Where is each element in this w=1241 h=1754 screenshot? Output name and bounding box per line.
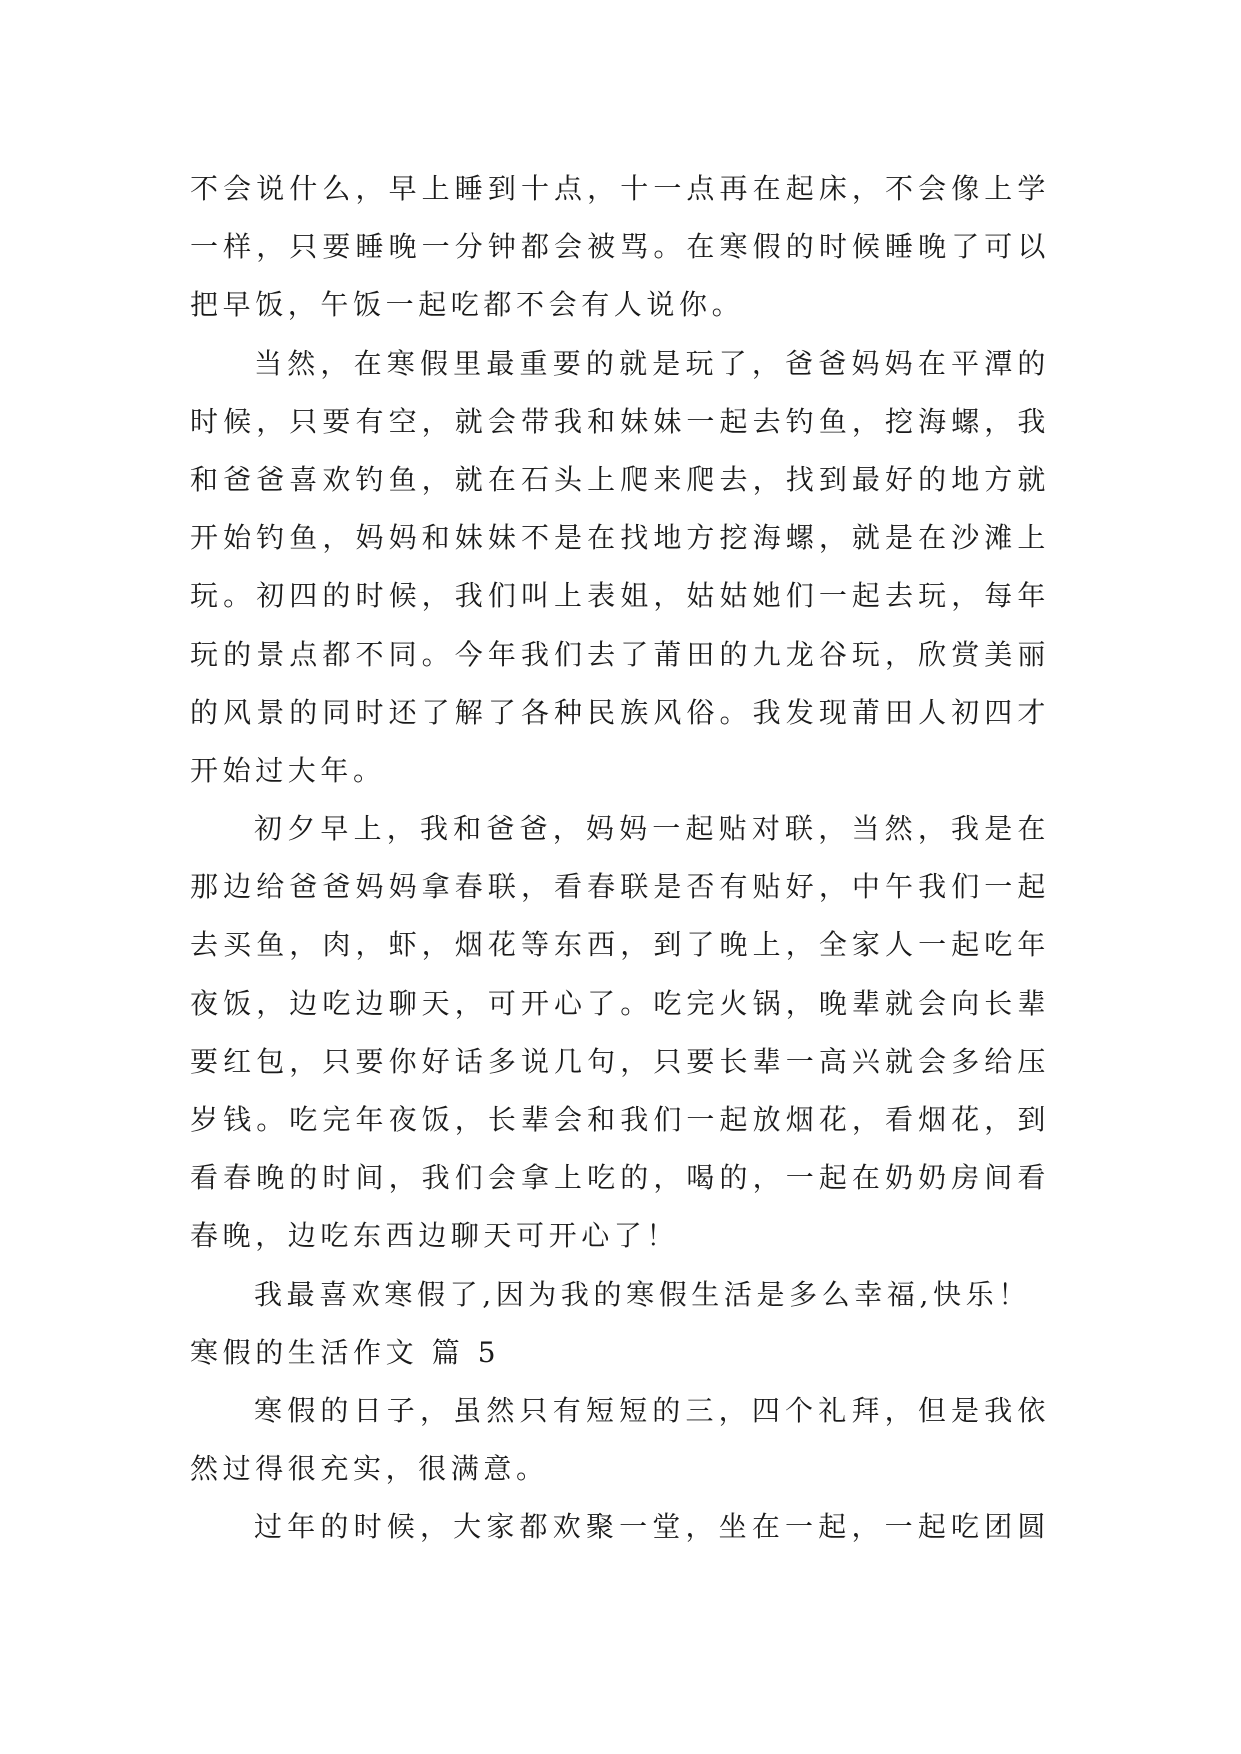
text-line: 寒假的日子，虽然只有短短的三，四个礼拜，但是我依 — [254, 1393, 1050, 1427]
text-line: 我最喜欢寒假了,因为我的寒假生活是多么幸福,快乐！ — [254, 1277, 1031, 1311]
text-line: 过年的时候，大家都欢聚一堂，坐在一起，一起吃团圆 — [254, 1510, 1050, 1544]
text-line: 春晚，边吃东西边聊天可开心了！ — [190, 1219, 680, 1253]
text-line: 玩。初四的时候，我们叫上表姐，姑姑她们一起去玩，每年 — [190, 579, 1050, 613]
text-line: 夜饭，边吃边聊天，可开心了。吃完火锅，晚辈就会向长辈 — [190, 986, 1050, 1020]
text-line: 要红包，只要你好话多说几句，只要长辈一高兴就会多给压 — [190, 1044, 1050, 1078]
text-line: 当然，在寒假里最重要的就是玩了，爸爸妈妈在平潭的 — [254, 346, 1050, 380]
text-line: 然过得很充实，很满意。 — [190, 1452, 549, 1486]
body-text — [190, 160, 1050, 1557]
text-line: 初夕早上，我和爸爸，妈妈一起贴对联，当然，我是在 — [254, 812, 1050, 846]
text-line: 一样，只要睡晚一分钟都会被骂。在寒假的时候睡晚了可以 — [190, 230, 1050, 264]
text-line: 去买鱼，肉，虾，烟花等东西，到了晚上，全家人一起吃年 — [190, 928, 1050, 962]
text-line: 岁钱。吃完年夜饭，长辈会和我们一起放烟花，看烟花，到 — [190, 1103, 1050, 1136]
text-line: 开始钓鱼，妈妈和妹妹不是在找地方挖海螺，就是在沙滩上 — [190, 521, 1050, 555]
text-line: 看春晚的时间，我们会拿上吃的，喝的，一起在奶奶房间看 — [190, 1161, 1050, 1195]
section-heading: 寒假的生活作文 篇 5 — [190, 1335, 501, 1369]
text-line: 把早饭，午饭一起吃都不会有人说你。 — [190, 288, 745, 322]
text-line: 开始过大年。 — [190, 753, 386, 787]
text-line: 不会说什么，早上睡到十点，十一点再在起床，不会像上学 — [190, 172, 1050, 205]
text-line: 那边给爸爸妈妈拿春联，看春联是否有贴好，中午我们一起 — [190, 870, 1050, 904]
text-line: 和爸爸喜欢钓鱼，就在石头上爬来爬去，找到最好的地方就 — [190, 462, 1050, 496]
text-line: 的风景的同时还了解了各种民族风俗。我发现莆田人初四才 — [190, 695, 1050, 729]
text-line: 时候，只要有空，就会带我和妹妹一起去钓鱼，挖海螺，我 — [190, 404, 1050, 438]
text-line: 玩的景点都不同。今年我们去了莆田的九龙谷玩，欣赏美丽 — [190, 637, 1050, 671]
